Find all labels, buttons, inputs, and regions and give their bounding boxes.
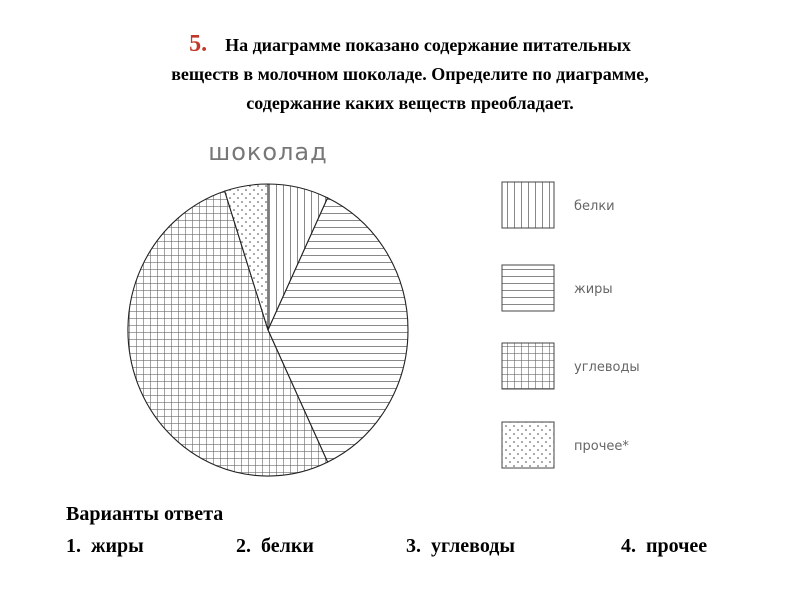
question-line-3: содержание каких веществ преобладает. — [246, 93, 574, 113]
question-number: 5. — [189, 31, 208, 57]
legend-label-2: жиры — [574, 282, 613, 297]
answers-title: Варианты ответа — [66, 503, 224, 525]
answer-option-4[interactable]: 4. прочее — [621, 535, 708, 557]
legend-swatch-3 — [502, 343, 554, 389]
legend-label-1: белки — [574, 199, 615, 214]
legend-swatch-2 — [502, 265, 554, 311]
answer-option-2[interactable]: 2. белки — [236, 535, 314, 557]
pie-slices — [128, 184, 408, 476]
answer-options — [66, 530, 766, 562]
answer-section — [66, 498, 766, 562]
answer-option-1[interactable]: 1. жиры — [66, 535, 144, 557]
answer-option-3[interactable]: 3. углеводы — [406, 535, 515, 557]
legend-label-4: прочее* — [574, 439, 629, 454]
chart-title: шоколад — [208, 138, 328, 166]
legend-label-3: углеводы — [574, 360, 640, 375]
chart-legend — [502, 182, 640, 468]
legend-swatch-4 — [502, 422, 554, 468]
legend-swatch-1 — [502, 182, 554, 228]
question-line-1: 5. На диаграмме показано содержание питательных — [189, 31, 631, 57]
question-line-2: веществ в молочном шоколаде. Определите по диаграмме, — [171, 64, 649, 84]
